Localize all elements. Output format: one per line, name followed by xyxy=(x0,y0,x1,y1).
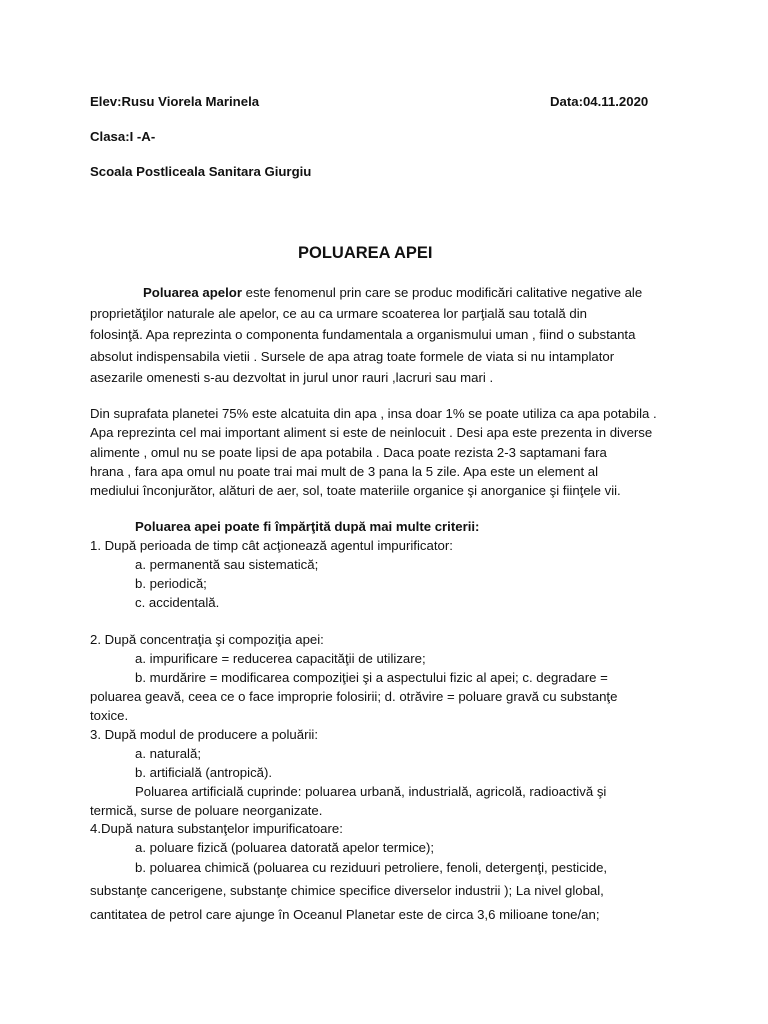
page-title: POLUAREA APEI xyxy=(298,244,433,262)
document-date: Data:04.11.2020 xyxy=(550,94,649,109)
criterion-4-item-b: b. poluarea chimică (poluarea cu reziduuri petroliere, fenoli, detergenţi, pesticide, xyxy=(135,860,608,875)
class-label: Clasa:I -A- xyxy=(90,129,156,144)
intro-line: proprietăţilor naturale ale apelor, ce au ca urmare scoaterea lor parţială sau totală din xyxy=(90,306,588,322)
criterion-3-item: a. naturală; xyxy=(135,746,201,761)
intro-paragraph xyxy=(90,282,674,388)
paragraph-line: Din suprafata planetei 75% este alcatuita din apa , insa doar 1% se poate utiliza ca apa potabila . xyxy=(90,406,657,421)
intro-lead-rest: este fenomenul prin care se produc modificări calitative negative ale xyxy=(241,285,643,300)
paragraph-line: alimente , omul nu se poate lipsi de apa potabila . Daca poate rezista 2-3 saptamani fara xyxy=(90,444,607,460)
intro-lead-bold: Poluarea apelor xyxy=(143,285,242,300)
criterion-1-item: b. periodică; xyxy=(135,576,207,591)
criterion-3-item: b. artificială (antropică). xyxy=(135,765,273,780)
criterion-2-item-a: a. impurificare = reducerea capacităţii de utilizare; xyxy=(135,651,426,666)
intro-line: asezarile omenesti s-au dezvoltat in jurul unor rauri ,lacruri sau mari . xyxy=(90,369,494,385)
criterion-2-item-b-end: toxice. xyxy=(90,708,129,723)
criterion-4-item-b-end: cantitatea de petrol care ajunge în Oceanul Planetar este de circa 3,6 milioane tone/an; xyxy=(90,907,600,922)
criterion-3-note: Poluarea artificială cuprinde: poluarea urbană, industrială, agricolă, radioactivă şi xyxy=(135,784,607,799)
criterion-2-title: 2. După concentraţia şi compoziţia apei: xyxy=(90,632,324,647)
intro-line: folosinţă. Apa reprezinta o componenta fundamentala a organismului uman , fiind o substanta xyxy=(90,327,636,343)
paragraph-line: mediului înconjurător, alături de aer, sol, toate materiile organice şi anorganice şi fiinţele vii. xyxy=(90,483,621,499)
paragraph-2 xyxy=(90,404,674,500)
criterion-3-title: 3. După modul de producere a poluării: xyxy=(90,727,318,742)
criterion-2-item-b: b. murdărire = modificarea compoziţiei şi a aspectului fizic al apei; c. degradare = xyxy=(135,670,608,685)
intro-line: absolut indispensabila vietii . Sursele de apa atrag toate formele de viata si nu intamplator xyxy=(90,348,615,364)
criterion-1-item: a. permanentă sau sistematică; xyxy=(135,557,319,572)
criterion-4-item-b-cont: substanţe cancerigene, substanţe chimice specifice diverselor industrii ); La nivel global, xyxy=(90,883,604,898)
intro-line-1 xyxy=(90,282,674,303)
paragraph-line: hrana , fara apa omul nu poate trai mai mult de 3 pana la 5 zile. Apa este un element al xyxy=(90,463,599,479)
criterion-3-note-cont: termică, surse de poluare neorganizate. xyxy=(90,803,323,818)
criteria-heading: Poluarea apei poate fi împărţită după mai multe criterii: xyxy=(135,519,480,534)
criterion-4-title: 4.După natura substanţelor impurificatoare: xyxy=(90,821,343,836)
paragraph-line: Apa reprezinta cel mai important aliment si este de neinlocuit . Desi apa este prezenta in diverse xyxy=(90,425,653,441)
criterion-4-item-a: a. poluare fizică (poluarea datorată apelor termice); xyxy=(135,840,435,855)
student-name: Elev:Rusu Viorela Marinela xyxy=(90,94,260,109)
criterion-2-item-b-cont: poluarea geavă, ceea ce o face improprie folosirii; d. otrăvire = poluare gravă cu substanţe xyxy=(90,689,618,704)
criterion-1-title: 1. După perioada de timp cât acţionează agentul impurificator: xyxy=(90,538,453,553)
school-name: Scoala Postliceala Sanitara Giurgiu xyxy=(90,164,312,179)
criterion-1-item: c. accidentală. xyxy=(135,595,220,610)
